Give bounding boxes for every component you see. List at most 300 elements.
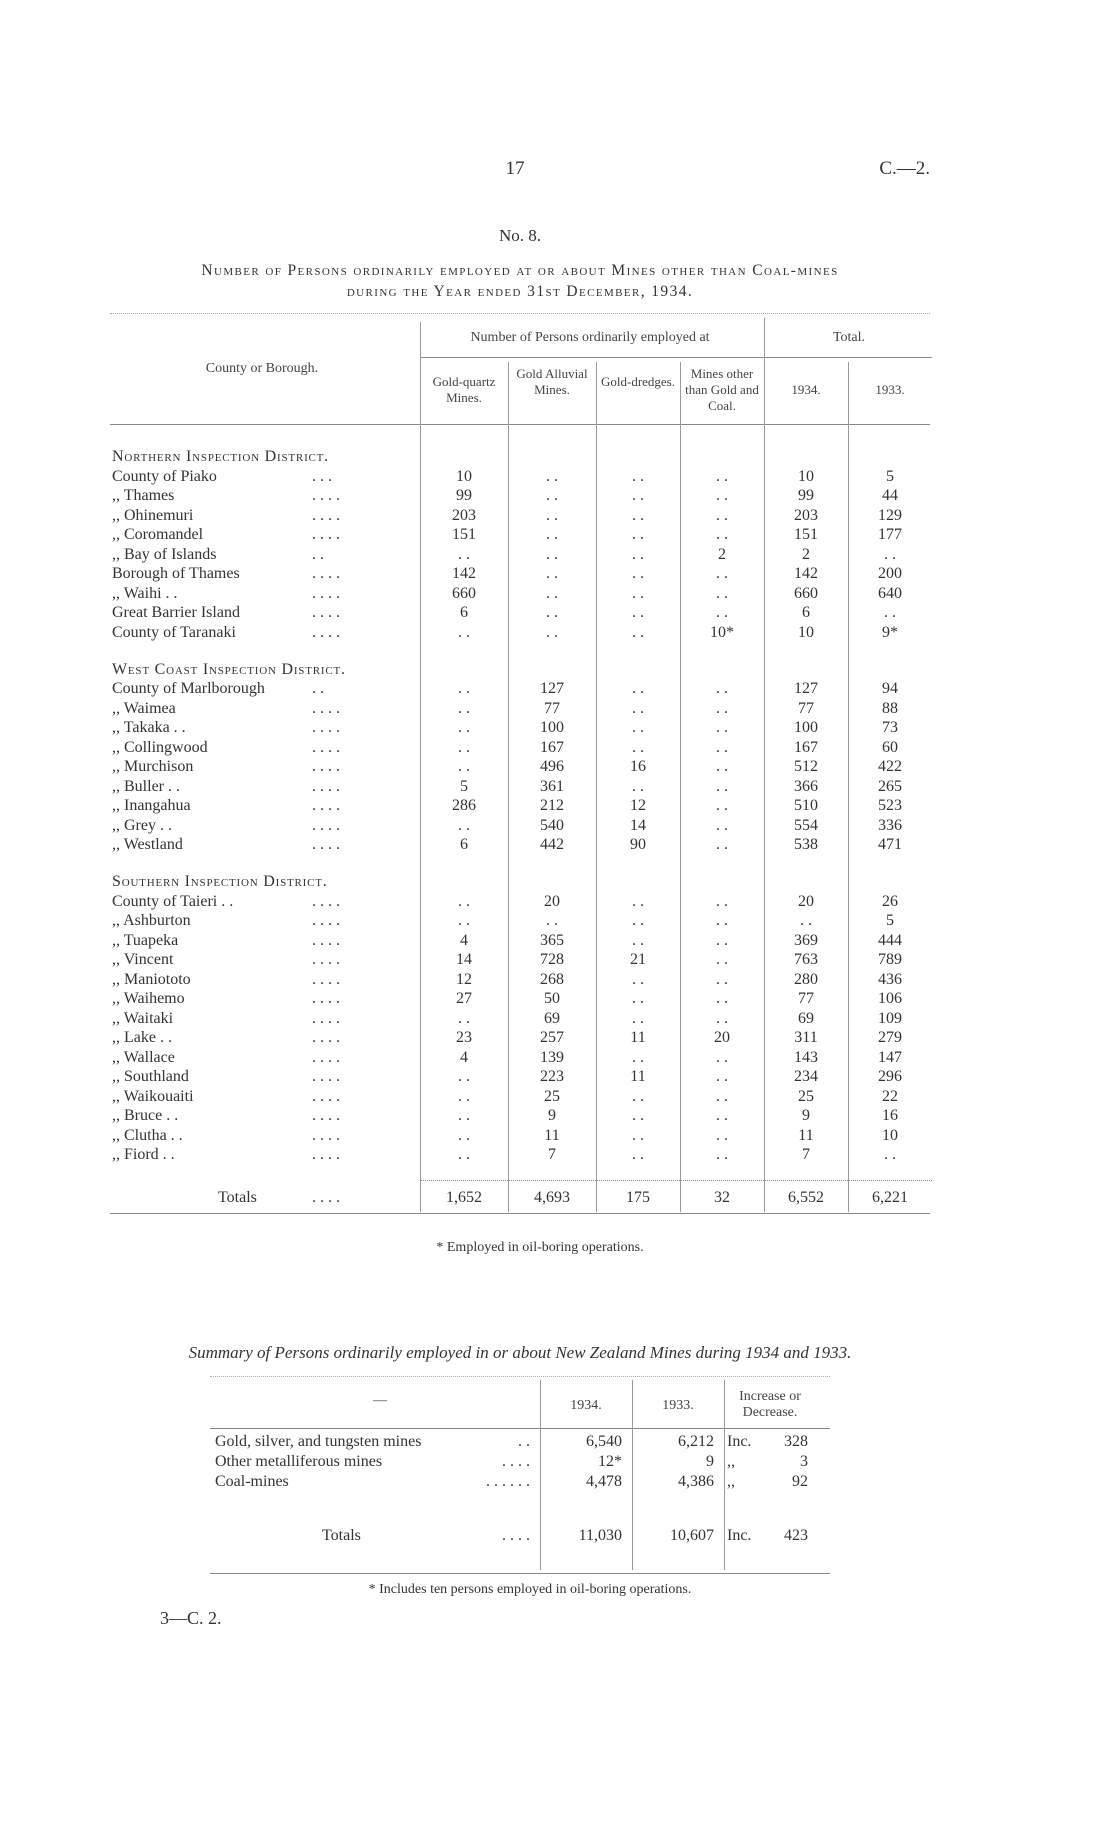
summary-bottom-rule	[210, 1573, 830, 1574]
table-cell: . .	[546, 526, 558, 543]
summary-col-divider	[724, 1380, 725, 1570]
table-cell: 10*	[710, 623, 734, 641]
leader-dots: . . . .	[312, 1068, 340, 1086]
totals-cell: 175	[626, 1189, 650, 1206]
leader-dots: . . . .	[312, 912, 340, 930]
table-cell: . .	[632, 604, 644, 621]
table-cell: 142	[794, 565, 818, 582]
table-cell: . .	[632, 1087, 644, 1105]
table-cell: . .	[632, 506, 644, 524]
table-cell: . .	[458, 892, 470, 910]
table-cell: 311	[794, 1029, 818, 1047]
leader-dots: . . . .	[502, 1453, 530, 1470]
table-cell: 12	[456, 970, 472, 988]
table-cell: . .	[716, 604, 728, 621]
leader-dots: . . . .	[312, 1009, 340, 1027]
leader-dots: . . . .	[502, 1527, 530, 1544]
table-cell: . .	[716, 1009, 728, 1027]
leader-dots: . . . .	[312, 797, 340, 815]
table-cell: . .	[632, 1048, 644, 1066]
table-cell: . .	[632, 970, 644, 988]
table-cell: . .	[458, 1068, 470, 1086]
leader-dots: . . . . . .	[486, 1473, 530, 1490]
leader-dots: . . .	[312, 467, 332, 485]
table-cell: 296	[878, 1068, 902, 1086]
document-reference: C.—2.	[879, 158, 930, 179]
leader-dots: . .	[312, 680, 324, 698]
table-footnote: * Employed in oil-boring operations.	[436, 1240, 644, 1255]
footer-signature: 3—C. 2.	[160, 1608, 222, 1628]
table-title: Number of Persons ordinarily employed at or about Mines other than Coal-mines	[201, 262, 839, 279]
table-cell: 25	[798, 1087, 814, 1105]
col-header-total-1933: 1933.	[875, 382, 905, 397]
leader-dots: . . . .	[312, 719, 340, 737]
table-cell: 23	[456, 1029, 472, 1047]
table-cell: 27	[456, 990, 472, 1008]
summary-top-rule	[210, 1376, 830, 1377]
table-cell: . .	[632, 1009, 644, 1027]
table-cell: 100	[794, 719, 818, 737]
summary-cell-direction: ,,	[727, 1453, 735, 1470]
table-cell: 369	[794, 931, 818, 949]
totals-cell: 6,221	[872, 1189, 908, 1206]
table-cell: 88	[882, 699, 898, 717]
table-cell: 540	[540, 816, 564, 834]
table-cell: . .	[632, 1126, 644, 1144]
table-cell: . .	[716, 699, 728, 717]
leader-dots: . . . .	[312, 738, 340, 756]
table-cell: 5	[460, 777, 468, 795]
col-header-gold-quartz: Gold-quartz Mines.	[432, 374, 496, 405]
table-cell: 5	[886, 467, 894, 485]
table-cell: 109	[878, 1009, 902, 1027]
leader-dots: . . . .	[312, 836, 340, 854]
row-label: ,, Southland	[112, 1068, 189, 1086]
summary-cell-amount: 92	[792, 1473, 808, 1490]
summary-cell-amount: 3	[800, 1453, 808, 1470]
summary-totals-amount: 423	[784, 1527, 808, 1544]
page-number: 17	[505, 158, 525, 179]
table-cell: 143	[794, 1048, 818, 1066]
row-label: County of Piako	[112, 467, 217, 485]
table-cell: . .	[716, 816, 728, 834]
row-label: County of Taieri . .	[112, 892, 234, 910]
table-cell: 177	[878, 526, 902, 543]
summary-cell-1933: 4,386	[678, 1473, 714, 1490]
table-cell: 200	[878, 565, 902, 582]
row-label: County of Marlborough	[112, 680, 265, 698]
table-cell: . .	[546, 623, 558, 641]
table-cell: . .	[716, 836, 728, 854]
table-cell: 14	[630, 816, 646, 834]
summary-cell-1934: 4,478	[586, 1473, 622, 1490]
summary-cell-1934: 12*	[598, 1453, 622, 1470]
col-header-other-mines: Mines other than Gold and Coal.	[685, 366, 759, 413]
table-cell: . .	[632, 777, 644, 795]
row-label: ,, Coromandel	[112, 526, 204, 543]
table-cell: 10	[456, 467, 472, 485]
summary-cell-1934: 6,540	[586, 1433, 622, 1450]
col-group-total: Total.	[832, 330, 866, 345]
totals-label: Totals	[218, 1189, 257, 1206]
table-cell: 660	[794, 584, 818, 602]
table-cell: 127	[540, 680, 564, 698]
table-cell: . .	[716, 1068, 728, 1086]
table-cell: 789	[878, 951, 902, 969]
table-cell: 20	[544, 892, 560, 910]
table-cell: 90	[630, 836, 646, 854]
row-label: ,, Maniototo	[112, 970, 191, 988]
table-cell: . .	[632, 487, 644, 504]
leader-dots: . . . .	[312, 526, 340, 543]
table-cell: . .	[458, 816, 470, 834]
summary-totals-label: Totals	[322, 1527, 361, 1544]
table-cell: 9	[802, 1107, 810, 1125]
leader-dots: . .	[312, 545, 324, 563]
row-label: ,, Bay of Islands	[112, 545, 217, 563]
row-label: ,, Fiord . .	[112, 1146, 175, 1164]
summary-col-change: Increase or Decrease.	[739, 1389, 801, 1420]
row-label: ,, Waihemo	[112, 990, 185, 1008]
table-cell: 471	[878, 836, 902, 854]
section-title: West Coast Inspection District.	[112, 660, 346, 678]
row-label: ,, Vincent	[112, 951, 174, 969]
table-cell: . .	[716, 738, 728, 756]
table-cell: . .	[632, 1107, 644, 1125]
table-cell: . .	[458, 1107, 470, 1125]
row-label: ,, Waitaki	[112, 1009, 174, 1027]
table-cell: . .	[884, 1146, 896, 1164]
table-cell: . .	[458, 1146, 470, 1164]
table-cell: 2	[802, 545, 810, 563]
table-cell: . .	[716, 758, 728, 776]
summary-cell-direction: Inc.	[727, 1433, 752, 1450]
row-label: ,, Takaka . .	[112, 719, 186, 737]
row-label: ,, Grey . .	[112, 816, 172, 834]
summary-cell-1933: 9	[706, 1453, 714, 1470]
row-label: ,, Waimea	[112, 699, 176, 717]
table-cell: 728	[540, 951, 564, 969]
table-cell: 212	[540, 797, 564, 815]
table-cell: . .	[632, 912, 644, 930]
table-cell: . .	[458, 1126, 470, 1144]
table-cell: 22	[882, 1087, 898, 1105]
table-cell: 223	[540, 1068, 564, 1086]
table-cell: . .	[546, 565, 558, 582]
summary-header-blank: —	[373, 1393, 387, 1408]
table-cell: . .	[546, 584, 558, 602]
table-cell: 139	[540, 1048, 564, 1066]
summary-col-1934: 1934.	[570, 1398, 602, 1413]
table-cell: . .	[716, 892, 728, 910]
table-cell: . .	[716, 777, 728, 795]
summary-totals-1934: 11,030	[578, 1527, 622, 1544]
table-cell: . .	[716, 719, 728, 737]
table-cell: 16	[882, 1107, 898, 1125]
leader-dots: . . . .	[312, 1029, 340, 1047]
table-cell: 4	[460, 1048, 468, 1066]
leader-dots: . . . .	[312, 623, 340, 641]
totals-cell: 6,552	[788, 1189, 824, 1206]
table-cell: . .	[632, 467, 644, 485]
table-cell: 142	[452, 565, 476, 582]
row-label: Borough of Thames	[112, 565, 240, 582]
row-label: ,, Tuapeka	[112, 931, 179, 949]
table-cell: 10	[882, 1126, 898, 1144]
table-cell: . .	[884, 604, 896, 621]
table-cell: 20	[714, 1029, 730, 1047]
table-cell: . .	[632, 565, 644, 582]
table-cell: 234	[794, 1068, 818, 1086]
table-number: No. 8.	[498, 226, 542, 245]
table-cell: 99	[456, 487, 472, 504]
table-cell: 77	[798, 699, 814, 717]
table-cell: 50	[544, 990, 560, 1008]
table-cell: 69	[544, 1009, 560, 1027]
table-cell: 16	[630, 758, 646, 776]
leader-dots: . . . .	[312, 1048, 340, 1066]
row-label: Great Barrier Island	[112, 604, 240, 621]
leader-dots: . . . .	[312, 584, 340, 602]
table-cell: 2	[718, 545, 726, 563]
table-cell: 4	[460, 931, 468, 949]
table-cell: 10	[798, 467, 814, 485]
table-cell: . .	[716, 487, 728, 504]
summary-row-label: Other metalliferous mines	[215, 1453, 383, 1470]
leader-dots: . . . .	[312, 970, 340, 988]
table-cell: . .	[716, 970, 728, 988]
summary-cell-amount: 328	[784, 1433, 808, 1450]
table-cell: 336	[878, 816, 902, 834]
leader-dots: . . . .	[312, 1189, 340, 1206]
table-cell: 20	[798, 892, 814, 910]
totals-cell: 1,652	[446, 1189, 482, 1206]
table-cell: 257	[540, 1029, 564, 1047]
row-label: ,, Lake . .	[112, 1029, 172, 1047]
table-cell: . .	[632, 680, 644, 698]
col-header-total-1934: 1934.	[791, 382, 821, 397]
table-cell: . .	[632, 584, 644, 602]
table-cell: 361	[540, 777, 564, 795]
table-bottom-rule	[110, 1213, 930, 1214]
table-cell: 660	[452, 584, 476, 602]
table-cell: 69	[798, 1009, 814, 1027]
table-cell: . .	[716, 990, 728, 1008]
table-cell: 280	[794, 970, 818, 988]
table-cell: 444	[878, 931, 902, 949]
row-label: ,, Wallace	[112, 1048, 175, 1066]
table-cell: . .	[632, 990, 644, 1008]
table-cell: . .	[716, 1048, 728, 1066]
table-cell: . .	[716, 506, 728, 524]
table-cell: 14	[456, 951, 472, 969]
row-label: ,, Waihi . .	[112, 584, 178, 602]
summary-totals-direction: Inc.	[727, 1527, 752, 1544]
table-cell: . .	[716, 565, 728, 582]
table-cell: 99	[798, 487, 814, 504]
table-cell: 436	[878, 970, 902, 988]
table-cell: 147	[878, 1048, 902, 1066]
row-label: ,, Ohinemuri	[112, 506, 194, 524]
table-cell: . .	[632, 699, 644, 717]
section-title: Southern Inspection District.	[112, 873, 328, 891]
table-subtitle: during the Year ended 31st December, 1934.	[346, 283, 694, 300]
table-cell: . .	[716, 951, 728, 969]
leader-dots: . . . .	[312, 816, 340, 834]
table-cell: . .	[716, 912, 728, 930]
summary-footnote: * Includes ten persons employed in oil-boring operations.	[368, 1582, 692, 1597]
table-cell: 167	[540, 738, 564, 756]
table-cell: . .	[458, 738, 470, 756]
table-cell: 6	[460, 604, 468, 621]
leader-dots: . . . .	[312, 951, 340, 969]
table-cell: 11	[798, 1126, 814, 1144]
leader-dots: . . . .	[312, 931, 340, 949]
table-cell: 763	[794, 951, 818, 969]
table-cell: 203	[452, 506, 476, 524]
col-header-gold-dredges: Gold-dredges.	[600, 374, 675, 389]
leader-dots: . . . .	[312, 990, 340, 1008]
summary-cell-direction: ,,	[727, 1473, 735, 1490]
table-cell: . .	[546, 604, 558, 621]
table-cell: 422	[878, 758, 902, 776]
table-cell: 167	[794, 738, 818, 756]
table-cell: 26	[882, 892, 898, 910]
totals-cell: 4,693	[534, 1189, 570, 1206]
summary-totals-1933: 10,607	[670, 1527, 714, 1544]
table-cell: . .	[458, 1087, 470, 1105]
table-cell: 7	[548, 1146, 556, 1164]
table-cell: . .	[458, 699, 470, 717]
table-cell: 60	[882, 738, 898, 756]
table-cell: . .	[716, 584, 728, 602]
table-cell: . .	[800, 912, 812, 930]
table-cell: 73	[882, 719, 898, 737]
leader-dots: . . . .	[312, 565, 340, 582]
leader-dots: . . . .	[312, 777, 340, 795]
col-group-persons: Number of Persons ordinarily employed at	[470, 330, 710, 345]
header-group-rule	[420, 357, 932, 358]
row-label: ,, Collingwood	[112, 738, 208, 756]
table-cell: . .	[458, 758, 470, 776]
row-label: ,, Thames	[112, 487, 175, 504]
header-bottom-rule	[110, 424, 930, 425]
table-cell: 510	[794, 797, 818, 815]
table-cell: 523	[878, 797, 902, 815]
table-cell: . .	[546, 506, 558, 524]
table-cell: . .	[632, 623, 644, 641]
table-cell: 11	[630, 1029, 646, 1047]
table-cell: 94	[882, 680, 898, 698]
table-cell: 640	[878, 584, 902, 602]
table-cell: . .	[632, 545, 644, 563]
leader-dots: . . . .	[312, 1087, 340, 1105]
table-cell: . .	[716, 526, 728, 543]
table-cell: . .	[716, 467, 728, 485]
table-cell: . .	[632, 1146, 644, 1164]
table-cell: 5	[886, 912, 894, 930]
table-cell: 554	[794, 816, 818, 834]
table-cell: . .	[458, 545, 470, 563]
table-cell: . .	[716, 1126, 728, 1144]
leader-dots: . . . .	[312, 758, 340, 776]
row-label: ,, Bruce . .	[112, 1107, 179, 1125]
table-cell: . .	[716, 680, 728, 698]
table-cell: 365	[540, 931, 564, 949]
col-header-gold-alluvial: Gold Alluvial Mines.	[516, 366, 588, 397]
row-label: County of Taranaki	[112, 623, 236, 641]
section-title: Northern Inspection District.	[112, 448, 329, 465]
table-cell: . .	[884, 545, 896, 563]
table-cell: 127	[794, 680, 818, 698]
row-label: ,, Clutha . .	[112, 1126, 183, 1144]
table-cell: 7	[802, 1146, 810, 1164]
table-cell: 203	[794, 506, 818, 524]
leader-dots: . . . .	[312, 487, 340, 504]
table-cell: . .	[632, 931, 644, 949]
table-cell: . .	[458, 680, 470, 698]
table-cell: 10	[798, 623, 814, 641]
leader-dots: . . . .	[312, 604, 340, 621]
leader-dots: . . . .	[312, 699, 340, 717]
table-cell: . .	[632, 738, 644, 756]
table-cell: 77	[544, 699, 560, 717]
table-cell: . .	[716, 931, 728, 949]
table-cell: 268	[540, 970, 564, 988]
table-cell: 21	[630, 951, 646, 969]
table-cell: . .	[716, 1107, 728, 1125]
table-cell: . .	[546, 912, 558, 930]
col-header-county: County or Borough.	[205, 361, 319, 376]
table-cell: 538	[794, 836, 818, 854]
table-cell: . .	[546, 545, 558, 563]
table-cell: 106	[878, 990, 902, 1008]
table-cell: . .	[546, 467, 558, 485]
table-cell: 366	[794, 777, 818, 795]
table-cell: 6	[802, 604, 810, 621]
table-top-rule	[110, 313, 930, 314]
table-cell: 265	[878, 777, 902, 795]
leader-dots: . . . .	[312, 506, 340, 524]
table-cell: . .	[632, 719, 644, 737]
table-cell: 6	[460, 836, 468, 854]
totals-cell: 32	[714, 1189, 730, 1206]
table-cell: . .	[458, 1009, 470, 1027]
table-cell: 12	[630, 797, 646, 815]
leader-dots: . . . .	[312, 1107, 340, 1125]
table-cell: . .	[632, 892, 644, 910]
table-cell: 279	[878, 1029, 902, 1047]
row-label: ,, Westland	[112, 836, 183, 854]
summary-col-1933: 1933.	[662, 1398, 694, 1413]
table-cell: . .	[546, 487, 558, 504]
table-cell: 442	[540, 836, 564, 854]
row-label: ,, Buller . .	[112, 777, 180, 795]
table-cell: 286	[452, 797, 476, 815]
table-cell: 9*	[882, 623, 898, 641]
table-cell: . .	[458, 719, 470, 737]
summary-row-label: Gold, silver, and tungsten mines	[215, 1433, 422, 1450]
table-cell: . .	[458, 623, 470, 641]
table-cell: 129	[878, 506, 902, 524]
table-cell: . .	[632, 526, 644, 543]
table-cell: 77	[798, 990, 814, 1008]
table-cell: . .	[458, 912, 470, 930]
summary-header-rule	[210, 1428, 830, 1429]
table-cell: 9	[548, 1107, 556, 1125]
table-cell: 44	[882, 487, 898, 504]
table-cell: . .	[716, 1146, 728, 1164]
